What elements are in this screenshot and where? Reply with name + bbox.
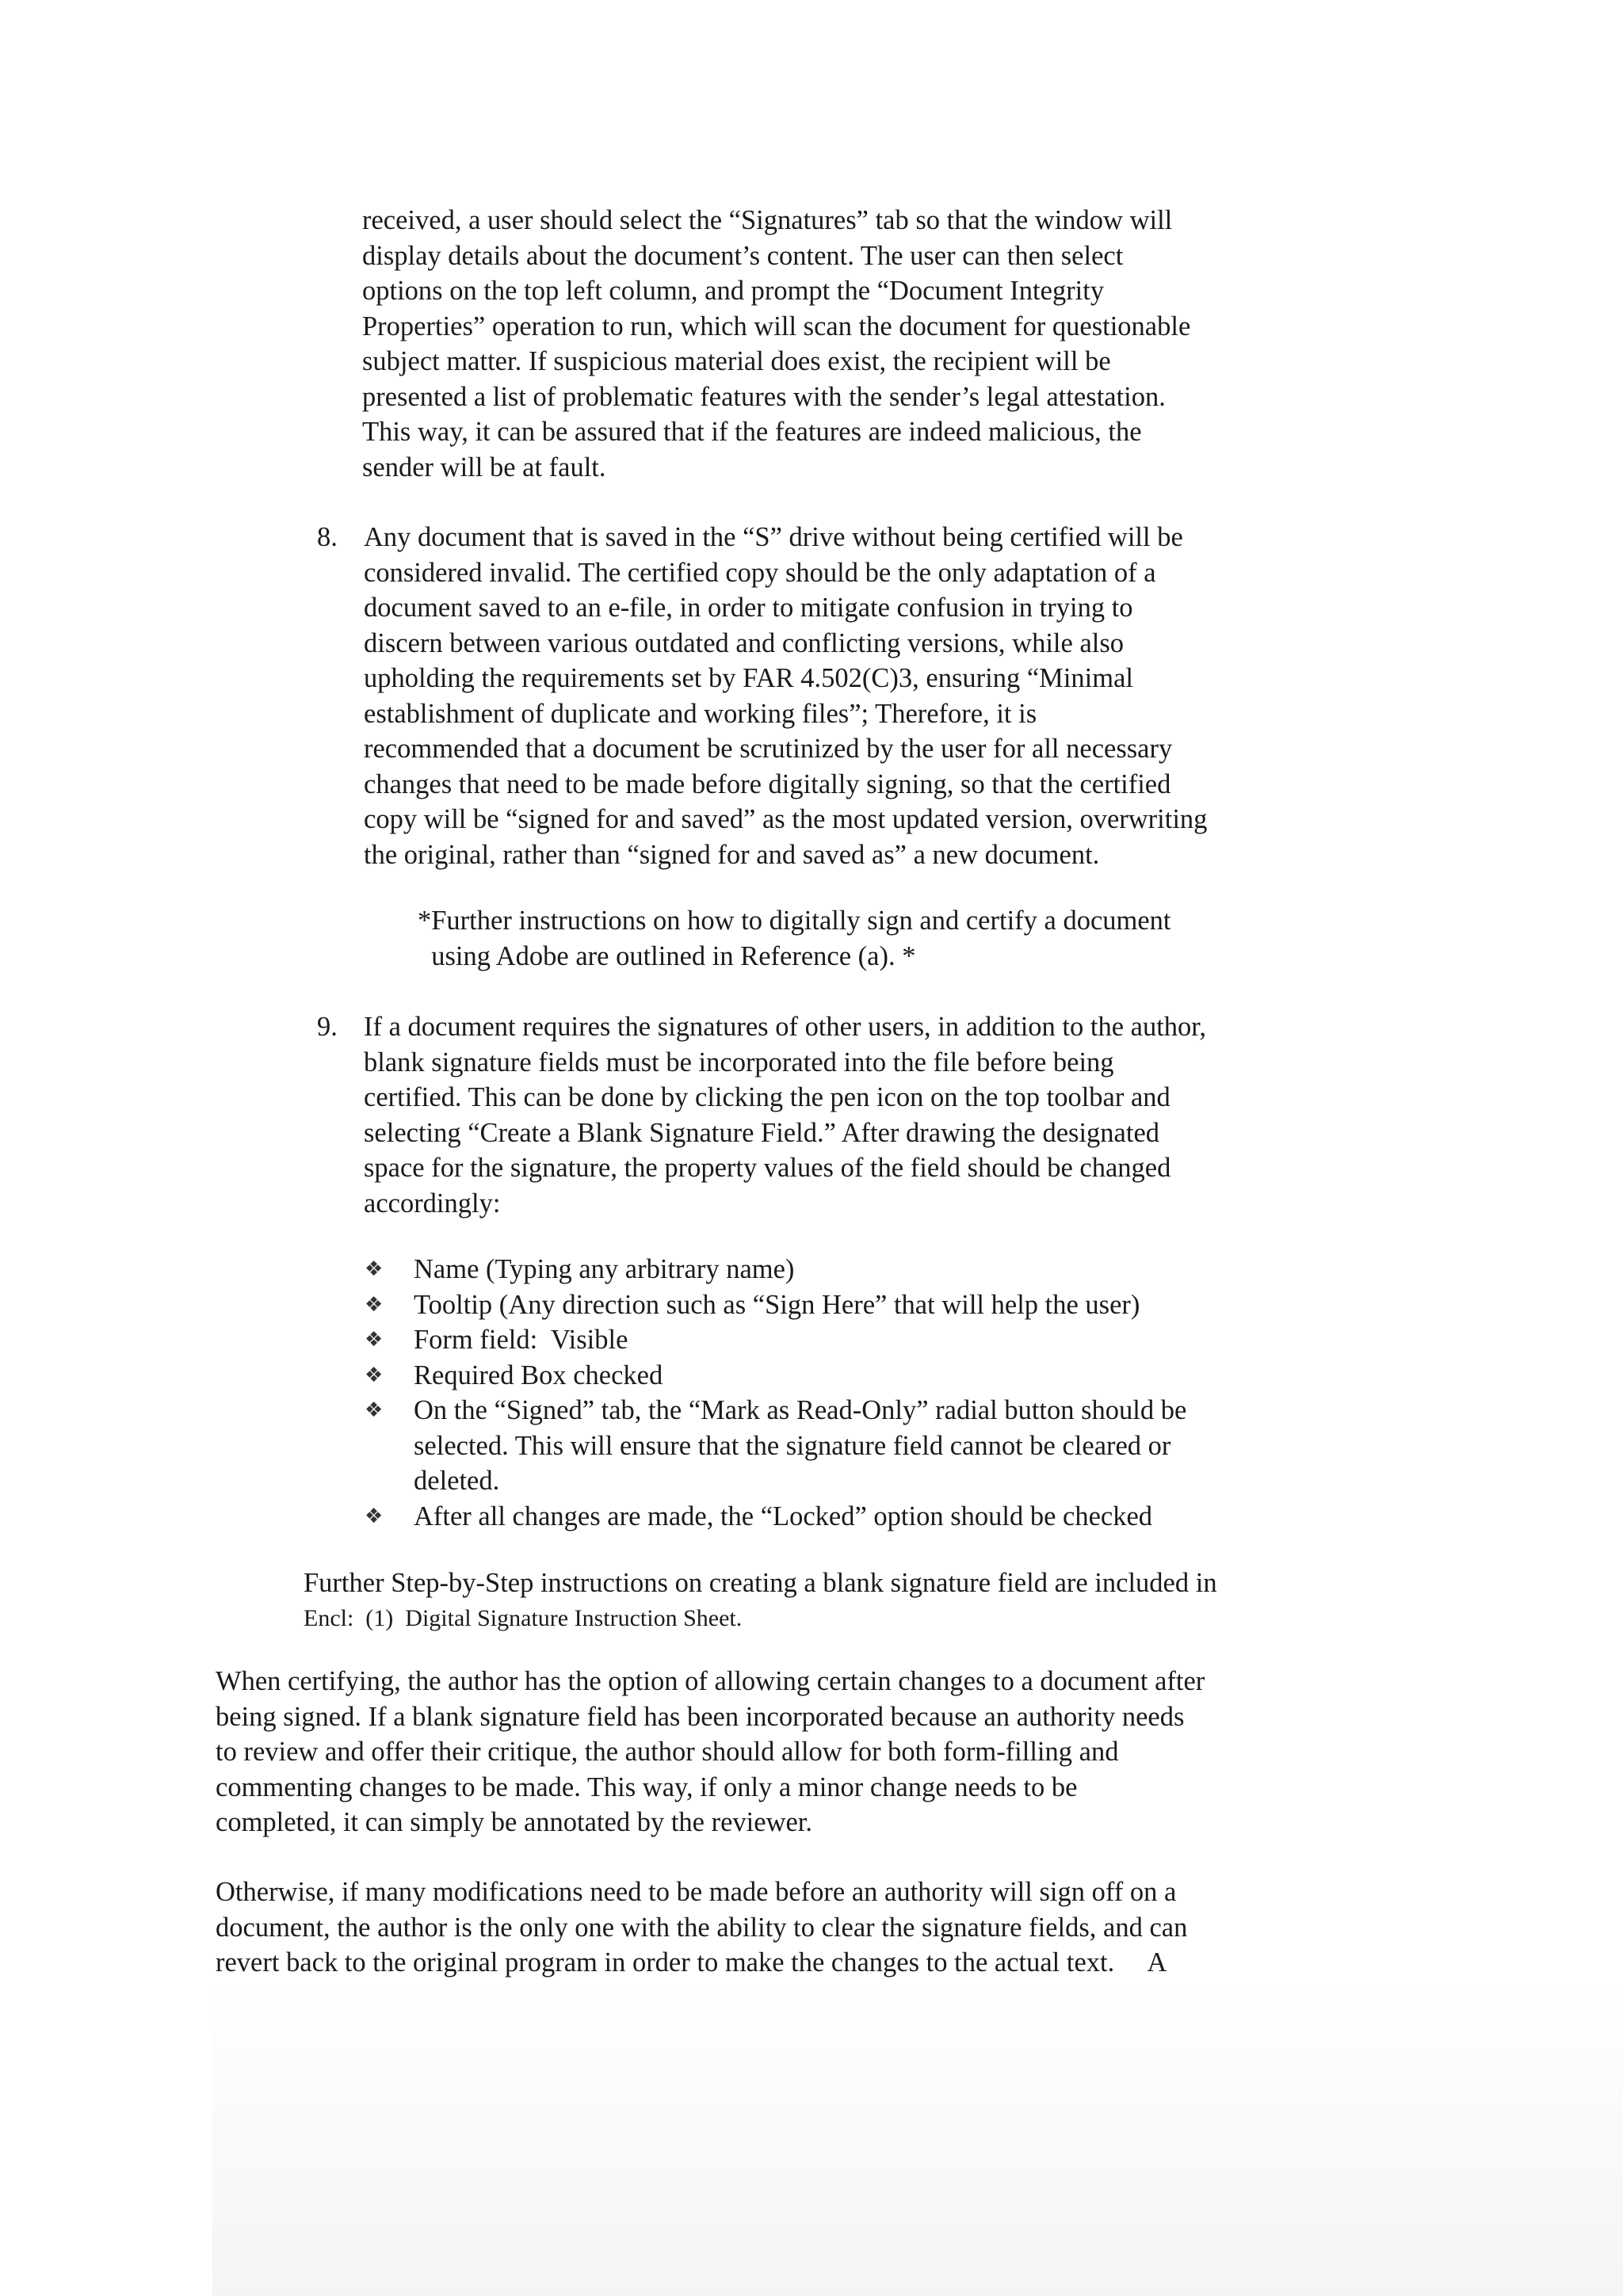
list-item-text: selected. This will ensure that the signature field cannot be cleared or bbox=[414, 1430, 1171, 1461]
list-item bbox=[363, 1358, 1314, 1394]
paragraph-line: document saved to an e-file, in order to mitigate confusion in trying to bbox=[364, 593, 1133, 623]
intro-paragraph bbox=[362, 203, 1329, 485]
diamond-bullet-icon: ❖ bbox=[365, 1398, 384, 1422]
paragraph-line: presented a list of problematic features with the sender’s legal attestation. bbox=[362, 381, 1166, 412]
reference-note bbox=[418, 903, 1329, 974]
item-9-body bbox=[364, 1009, 1331, 1221]
paragraph-line: When certifying, the author has the option of allowing certain changes to a document after bbox=[216, 1666, 1205, 1696]
scan-shading bbox=[212, 1981, 1623, 2296]
list-item-text: Tooltip (Any direction such as “Sign Here” that will help the user) bbox=[414, 1289, 1140, 1320]
note-line: Further Step-by-Step instructions on creating a blank signature field are included in bbox=[304, 1568, 1217, 1598]
paragraph-line: Any document that is saved in the “S” drive without being certified will be bbox=[364, 522, 1183, 552]
list-item-text: On the “Signed” tab, the “Mark as Read-Only” radial button should be bbox=[414, 1395, 1187, 1425]
otherwise-paragraph bbox=[216, 1875, 1325, 1981]
list-item bbox=[363, 1252, 1314, 1287]
list-item-text: Form field: Visible bbox=[414, 1325, 628, 1355]
paragraph-line: commenting changes to be made. This way, if only a minor change needs to be bbox=[216, 1772, 1078, 1802]
paragraph-line: certified. This can be done by clicking the pen icon on the top toolbar and bbox=[364, 1082, 1170, 1112]
item-8-body bbox=[364, 520, 1331, 872]
list-item-text: After all changes are made, the “Locked” option should be checked bbox=[414, 1501, 1153, 1531]
paragraph-line: the original, rather than “signed for and saved as” a new document. bbox=[364, 839, 1100, 870]
paragraph-line: display details about the document’s content. The user can then select bbox=[362, 240, 1124, 271]
paragraph-line: This way, it can be assured that if the features are indeed malicious, the bbox=[362, 417, 1142, 447]
paragraph-line: being signed. If a blank signature field has been incorporated because an authority needs bbox=[216, 1701, 1185, 1732]
diamond-bullet-icon: ❖ bbox=[365, 1504, 384, 1528]
certifying-paragraph bbox=[216, 1664, 1325, 1840]
paragraph-line: received, a user should select the “Signatures” tab so that the window will bbox=[362, 205, 1173, 235]
signature-field-properties-list bbox=[363, 1252, 1314, 1534]
diamond-bullet-icon: ❖ bbox=[365, 1257, 384, 1281]
item-8-number: 8. bbox=[317, 522, 338, 552]
paragraph-line: blank signature fields must be incorporated into the file before being bbox=[364, 1047, 1114, 1077]
note-line: *Further instructions on how to digitally sign and certify a document bbox=[418, 906, 1171, 936]
diamond-bullet-icon: ❖ bbox=[365, 1328, 384, 1352]
paragraph-line: Otherwise, if many modifications need to be made before an authority will sign off on a bbox=[216, 1877, 1177, 1907]
list-item-text: Required Box checked bbox=[414, 1360, 663, 1390]
item-9-number: 9. bbox=[317, 1012, 338, 1042]
list-item-text: deleted. bbox=[414, 1466, 500, 1496]
paragraph-line: establishment of duplicate and working files”; Therefore, it is bbox=[364, 698, 1037, 729]
paragraph-line: completed, it can simply be annotated by the reviewer. bbox=[216, 1807, 813, 1837]
paragraph-line: changes that need to be made before digitally signing, so that the certified bbox=[364, 769, 1171, 799]
paragraph-line: recommended that a document be scrutinized by the user for all necessary bbox=[364, 734, 1173, 764]
list-item bbox=[363, 1393, 1314, 1499]
list-item-text: Name (Typing any arbitrary name) bbox=[414, 1254, 795, 1284]
paragraph-line: space for the signature, the property values of the field should be changed bbox=[364, 1153, 1171, 1183]
diamond-bullet-icon: ❖ bbox=[365, 1292, 384, 1317]
paragraph-line: copy will be “signed for and saved” as the most updated version, overwriting bbox=[364, 804, 1208, 834]
list-item bbox=[363, 1322, 1314, 1358]
paragraph-line: Properties” operation to run, which will scan the document for questionable bbox=[362, 311, 1191, 341]
list-item bbox=[363, 1499, 1314, 1535]
paragraph-line: revert back to the original program in order to make the changes to the actual text. A bbox=[216, 1947, 1167, 1978]
paragraph-line: considered invalid. The certified copy should be the only adaptation of a bbox=[364, 557, 1156, 588]
paragraph-line: discern between various outdated and conflicting versions, while also bbox=[364, 627, 1125, 658]
diamond-bullet-icon: ❖ bbox=[365, 1363, 384, 1387]
further-steps-note bbox=[304, 1566, 1334, 1636]
paragraph-line: sender will be at fault. bbox=[362, 452, 606, 482]
paragraph-line: subject matter. If suspicious material does exist, the recipient will be bbox=[362, 346, 1111, 376]
paragraph-line: accordingly: bbox=[364, 1188, 501, 1219]
paragraph-line: document, the author is the only one with the ability to clear the signature fields, and can bbox=[216, 1912, 1188, 1943]
enclosure-reference: Encl: (1) Digital Signature Instruction Sheet. bbox=[304, 1604, 743, 1631]
paragraph-line: selecting “Create a Blank Signature Field.” After drawing the designated bbox=[364, 1117, 1160, 1148]
note-line: using Adobe are outlined in Reference (a). * bbox=[418, 940, 916, 971]
list-item bbox=[363, 1287, 1314, 1323]
paragraph-line: to review and offer their critique, the author should allow for both form-filling and bbox=[216, 1737, 1119, 1767]
paragraph-line: upholding the requirements set by FAR 4.502(C)3, ensuring “Minimal bbox=[364, 663, 1133, 693]
paragraph-line: options on the top left column, and prompt the “Document Integrity bbox=[362, 276, 1105, 306]
paragraph-line: If a document requires the signatures of other users, in addition to the author, bbox=[364, 1012, 1207, 1042]
